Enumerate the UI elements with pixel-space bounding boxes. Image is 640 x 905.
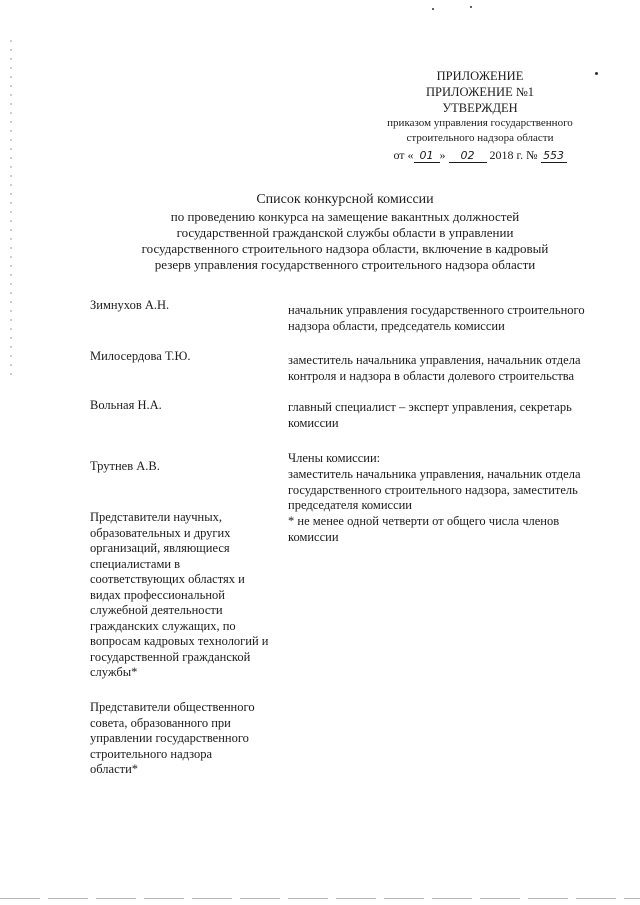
approval-line-2: ПРИЛОЖЕНИЕ №1	[425, 85, 535, 99]
approval-line-5: строительного надзора области	[406, 132, 554, 144]
scan-bottom-edge	[0, 898, 640, 899]
title-line: по проведению конкурса на замещение вакантных должностей	[170, 209, 520, 224]
member-name: Милосердова Т.Ю.	[90, 349, 191, 363]
scan-edge-artifact	[10, 40, 12, 380]
representatives-public-council: Представители общественного совета, образованного при управлении государственного строительного надзора области*	[90, 700, 255, 776]
representatives-note: * не менее одной четверти от общего числа членов комиссии	[288, 514, 560, 544]
date-month-handwritten: 02	[449, 150, 487, 163]
approval-line-3: УТВЕРЖДЕН	[442, 101, 518, 115]
title-line: государственной гражданской службы области в управлении	[176, 225, 514, 240]
member-name: Трутнев А.В.	[90, 459, 160, 473]
title-line: государственного строительного надзора области, включение в кадровый	[141, 241, 549, 256]
title-line: резерв управления государственного строительного надзора области	[154, 257, 536, 272]
order-number-handwritten: 553	[541, 150, 567, 163]
date-prefix: от «	[393, 148, 414, 162]
member-name: Зимнухов А.Н.	[90, 298, 170, 312]
approval-date-line	[330, 147, 630, 163]
approval-line-4: приказом управления государственного	[387, 117, 573, 129]
title-heading: Список конкурсной комиссии	[256, 192, 434, 207]
scan-speck	[470, 6, 472, 8]
date-day-handwritten: 01	[414, 150, 440, 163]
representatives-academic: Представители научных, образовательных и других организаций, являющиеся специалистами в соответствующих областях и видах профессиональной служебной деятельности гражданских служащих, по вопросам кадровых технологий и государственной гражданской службы*	[90, 510, 269, 679]
member-role: главный специалист – эксперт управления, секретарь комиссии	[288, 400, 572, 430]
date-mid: »	[439, 148, 446, 162]
document-title	[80, 192, 610, 273]
approval-block	[330, 68, 630, 163]
member-role: начальник управления государственного строительного надзора области, председатель комиссии	[288, 303, 585, 333]
approval-line-1: ПРИЛОЖЕНИЕ	[436, 69, 524, 83]
member-name: Вольная Н.А.	[90, 398, 162, 412]
member-role: заместитель начальника управления, начальник отдела государственного строительного надзора, заместитель председателя комиссии	[288, 467, 581, 512]
date-year: 2018 г. №	[489, 148, 538, 162]
member-role: заместитель начальника управления, начальник отдела контроля и надзора в области долевого строительства	[288, 353, 581, 383]
scan-speck	[432, 8, 434, 10]
members-heading: Члены комиссии:	[288, 451, 381, 465]
